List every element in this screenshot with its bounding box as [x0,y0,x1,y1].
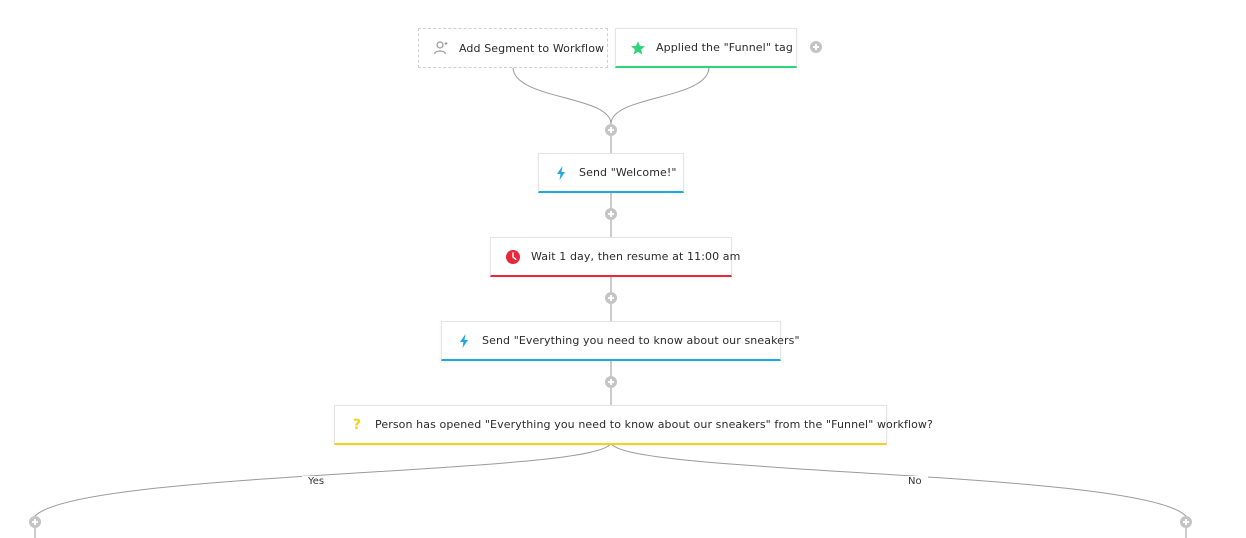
connector-trigger-1 [513,67,611,124]
add-step-button[interactable] [605,376,617,388]
add-step-button[interactable] [1180,516,1192,528]
add-step-button[interactable] [605,208,617,220]
person-add-icon [433,40,449,56]
trigger-label: Applied the "Funnel" tag [656,41,793,54]
connector-branch-no [611,443,1186,516]
step-send-sneakers[interactable] [441,321,800,361]
add-step-button[interactable] [29,516,41,528]
branch-label-yes: Yes [302,476,330,488]
lightning-icon [456,333,472,349]
step-label: Send "Everything you need to know about our sneakers" [482,334,800,347]
lightning-icon [553,165,569,181]
step-send-welcome[interactable] [538,153,684,193]
branch-label-no: No [902,476,928,488]
add-step-button[interactable] [605,292,617,304]
star-icon [630,40,646,56]
step-label: Person has opened "Everything you need to know about our sneakers" from the "Funnel" workflow? [375,418,933,431]
add-trigger-button[interactable] [810,41,822,53]
clock-icon [505,249,521,265]
trigger-applied-tag[interactable] [615,28,797,68]
connector-trigger-2 [611,67,709,124]
step-wait[interactable] [490,237,741,277]
trigger-label: Add Segment to Workflow [459,41,605,55]
step-label: Send "Welcome!" [579,166,677,179]
step-label: Wait 1 day, then resume at 11:00 am [531,250,741,263]
add-step-button[interactable] [605,124,617,136]
question-icon: ? [352,416,362,433]
trigger-add-segment[interactable] [418,28,608,68]
step-condition[interactable] [334,405,933,445]
